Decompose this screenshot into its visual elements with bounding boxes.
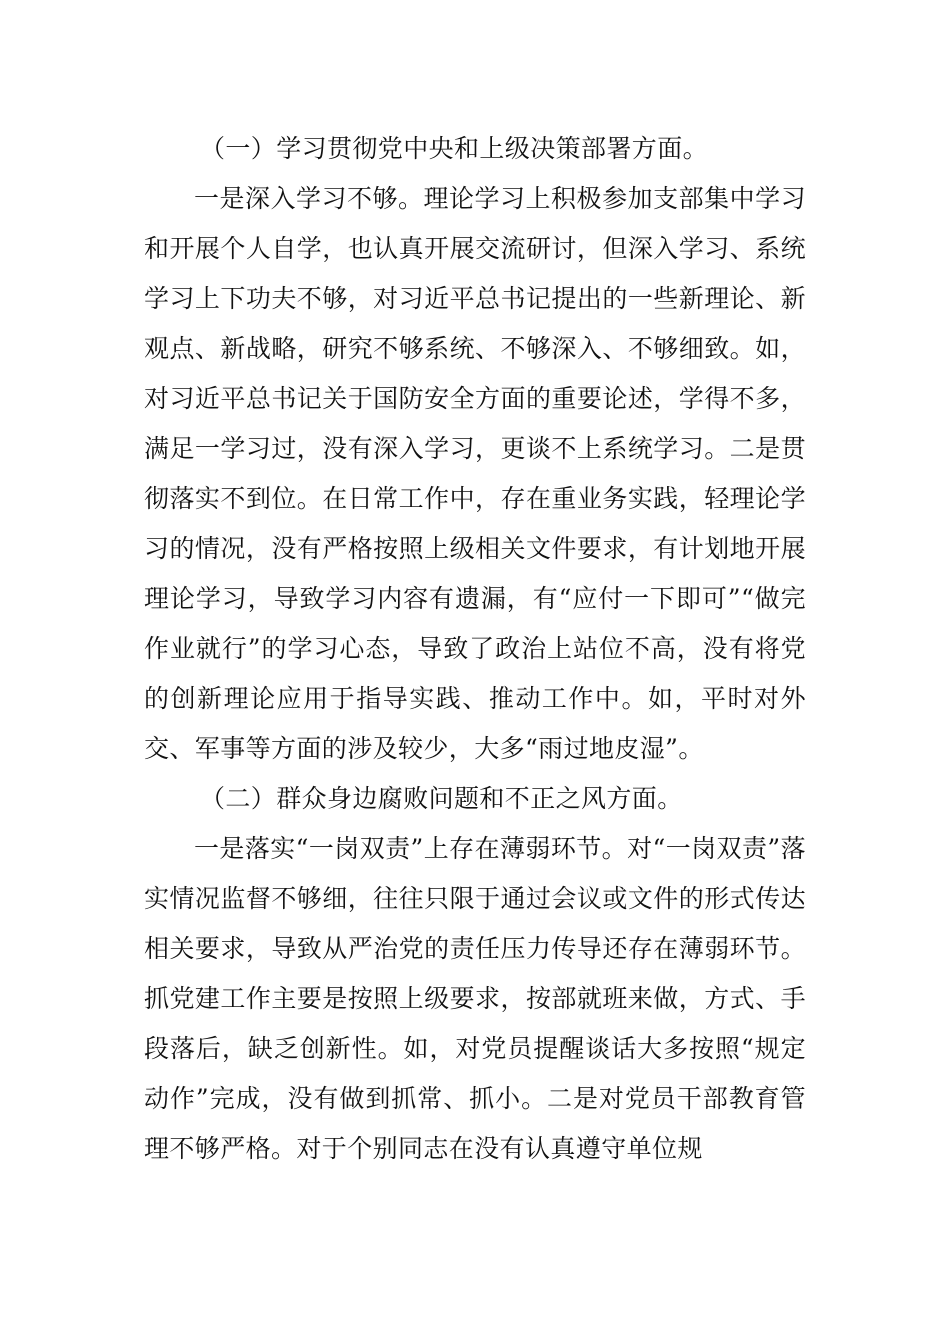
section-paragraph-1: 一是深入学习不够。理论学习上积极参加支部集中学习和开展个人自学，也认真开展交流研讨，但深入学习、系统学习上下功夫不够，对习近平总书记提出的一些新理论、新观点、新战略，研究不够系统、不够深入、不够细致。如，对习近平总书记关于国防安全方面的重要论述，学得不多，满足一学习过，没有深入学习，更谈不上系统学习。二是贯彻落实不到位。在日常工作中，存在重业务实践，轻理论学习的情况，没有严格按照上级相关文件要求，有计划地开展理论学习，导致学习内容有遗漏，有“应付一下即可”“做完作业就行”的学习心态，导致了政治上站位不高，没有将党的创新理论应用于指导实践、推动工作中。如，平时对外交、军事等方面的涉及较少，大多“雨过地皮湿”。	[144, 184, 806, 763]
section-paragraph-2: 一是落实“一岗双责”上存在薄弱环节。对“一岗双责”落实情况监督不够细，往往只限于通过会议或文件的形式传达相关要求，导致从严治党的责任压力传导还存在薄弱环节。抓党建工作主要是按照上级要求，按部就班来做，方式、手段落后，缺乏创新性。如，对党员提醒谈话大多按照“规定动作”完成，没有做到抓常、抓小。二是对党员干部教育管理不够严格。对于个别同志在没有认真遵守单位规	[144, 834, 806, 1163]
document-body	[144, 124, 806, 1174]
section-heading-2: （二）群众身边腐败问题和不正之风方面。	[200, 784, 683, 813]
section-heading-1: （一）学习贯彻党中央和上级决策部署方面。	[200, 134, 709, 163]
